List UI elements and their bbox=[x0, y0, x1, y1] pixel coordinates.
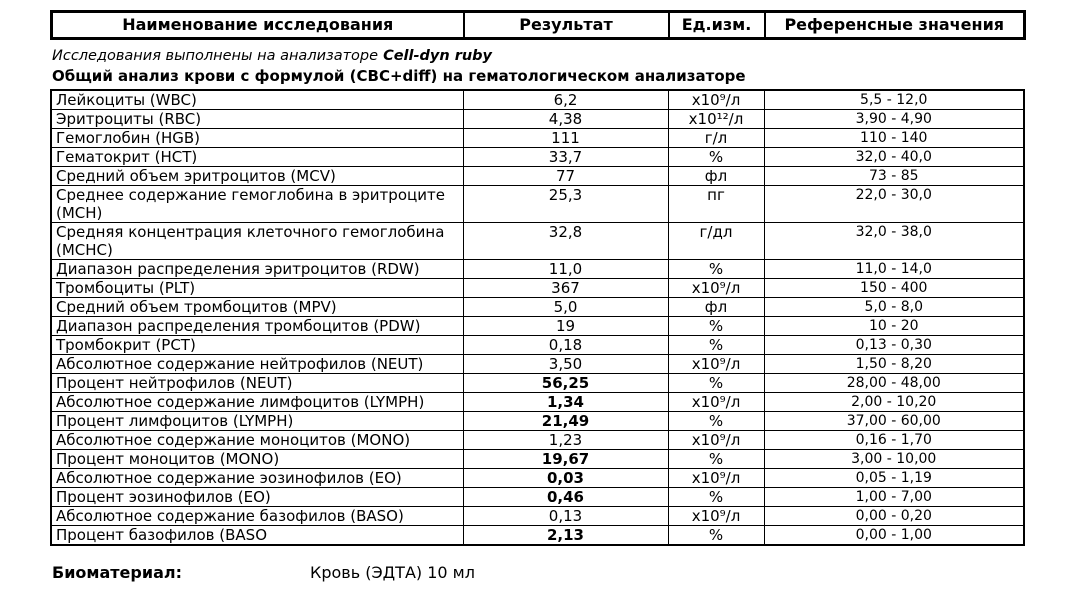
table-row bbox=[51, 431, 1024, 450]
results-table bbox=[50, 89, 1025, 546]
row-result: 3,50 bbox=[463, 355, 668, 374]
column-header-result: Результат bbox=[464, 12, 669, 39]
row-reference: 10 - 20 bbox=[764, 317, 1024, 336]
column-header-reference: Референсные значения bbox=[765, 12, 1025, 39]
row-result: 77 bbox=[463, 167, 668, 186]
row-unit: фл bbox=[668, 167, 764, 186]
row-result: 111 bbox=[463, 129, 668, 148]
row-result: 1,23 bbox=[463, 431, 668, 450]
row-result: 0,03 bbox=[463, 469, 668, 488]
row-result: 0,18 bbox=[463, 336, 668, 355]
row-name: Диапазон распределения тромбоцитов (PDW) bbox=[51, 317, 463, 336]
row-unit: х10⁹/л bbox=[668, 90, 764, 110]
column-header-name: Наименование исследования bbox=[52, 12, 464, 39]
table-row bbox=[51, 507, 1024, 526]
row-unit: х10⁹/л bbox=[668, 469, 764, 488]
row-reference: 32,0 - 38,0 bbox=[764, 223, 1024, 260]
row-name: Абсолютное содержание моноцитов (MONO) bbox=[51, 431, 463, 450]
row-name: Абсолютное содержание нейтрофилов (NEUT) bbox=[51, 355, 463, 374]
row-unit: % bbox=[668, 412, 764, 431]
row-unit: фл bbox=[668, 298, 764, 317]
table-row bbox=[51, 374, 1024, 393]
row-name: Процент нейтрофилов (NEUT) bbox=[51, 374, 463, 393]
analyzer-note bbox=[52, 48, 1073, 65]
row-name: Процент базофилов (BASO bbox=[51, 526, 463, 546]
row-name: Абсолютное содержание базофилов (BASO) bbox=[51, 507, 463, 526]
row-unit: х10⁹/л bbox=[668, 279, 764, 298]
row-result: 11,0 bbox=[463, 260, 668, 279]
table-row bbox=[51, 90, 1024, 110]
row-name: Процент лимфоцитов (LYMPH) bbox=[51, 412, 463, 431]
row-reference: 0,00 - 1,00 bbox=[764, 526, 1024, 546]
results-table-header bbox=[50, 10, 1026, 40]
biomaterial-row bbox=[50, 563, 1073, 583]
row-reference: 2,00 - 10,20 bbox=[764, 393, 1024, 412]
row-name: Лейкоциты (WBC) bbox=[51, 90, 463, 110]
row-reference: 0,05 - 1,19 bbox=[764, 469, 1024, 488]
row-result: 2,13 bbox=[463, 526, 668, 546]
table-row bbox=[51, 412, 1024, 431]
row-reference: 73 - 85 bbox=[764, 167, 1024, 186]
row-name: Средний объем тромбоцитов (MPV) bbox=[51, 298, 463, 317]
row-name: Абсолютное содержание эозинофилов (EO) bbox=[51, 469, 463, 488]
row-reference: 5,5 - 12,0 bbox=[764, 90, 1024, 110]
row-reference: 37,00 - 60,00 bbox=[764, 412, 1024, 431]
table-row bbox=[51, 469, 1024, 488]
table-row bbox=[51, 167, 1024, 186]
row-name: Диапазон распределения эритроцитов (RDW) bbox=[51, 260, 463, 279]
row-unit: % bbox=[668, 374, 764, 393]
table-row bbox=[51, 298, 1024, 317]
table-row bbox=[51, 223, 1024, 260]
row-result: 21,49 bbox=[463, 412, 668, 431]
row-name: Среднее содержание гемоглобина в эритроците (MCH) bbox=[51, 186, 463, 223]
row-unit: г/дл bbox=[668, 223, 764, 260]
table-row bbox=[51, 355, 1024, 374]
row-reference: 3,00 - 10,00 bbox=[764, 450, 1024, 469]
row-reference: 1,50 - 8,20 bbox=[764, 355, 1024, 374]
row-result: 33,7 bbox=[463, 148, 668, 167]
row-result: 367 bbox=[463, 279, 668, 298]
section-title: Общий анализ крови с формулой (CBC+diff) на гематологическом анализаторе bbox=[52, 67, 746, 85]
row-unit: % bbox=[668, 148, 764, 167]
row-unit: х10⁹/л bbox=[668, 393, 764, 412]
table-row bbox=[51, 260, 1024, 279]
analyzer-note-text: Исследования выполнены на анализаторе bbox=[52, 48, 379, 64]
table-row bbox=[51, 110, 1024, 129]
row-unit: % bbox=[668, 526, 764, 546]
row-reference: 5,0 - 8,0 bbox=[764, 298, 1024, 317]
row-unit: х10¹²/л bbox=[668, 110, 764, 129]
table-row bbox=[51, 317, 1024, 336]
row-unit: х10⁹/л bbox=[668, 507, 764, 526]
results-table-body bbox=[51, 90, 1024, 545]
row-name: Эритроциты (RBC) bbox=[51, 110, 463, 129]
row-result: 1,34 bbox=[463, 393, 668, 412]
row-reference: 150 - 400 bbox=[764, 279, 1024, 298]
row-unit: % bbox=[668, 488, 764, 507]
table-row bbox=[51, 450, 1024, 469]
row-name: Гематокрит (HCT) bbox=[51, 148, 463, 167]
row-unit: % bbox=[668, 450, 764, 469]
row-name: Гемоглобин (HGB) bbox=[51, 129, 463, 148]
row-result: 4,38 bbox=[463, 110, 668, 129]
row-reference: 32,0 - 40,0 bbox=[764, 148, 1024, 167]
row-name: Тромбокрит (PCT) bbox=[51, 336, 463, 355]
row-result: 6,2 bbox=[463, 90, 668, 110]
table-row bbox=[51, 186, 1024, 223]
row-result: 25,3 bbox=[463, 186, 668, 223]
table-row bbox=[51, 129, 1024, 148]
row-reference: 11,0 - 14,0 bbox=[764, 260, 1024, 279]
table-row bbox=[51, 279, 1024, 298]
biomaterial-label: Биоматериал: bbox=[52, 563, 182, 582]
row-name: Процент моноцитов (MONO) bbox=[51, 450, 463, 469]
row-reference: 3,90 - 4,90 bbox=[764, 110, 1024, 129]
row-reference: 0,13 - 0,30 bbox=[764, 336, 1024, 355]
table-row bbox=[51, 336, 1024, 355]
biomaterial-value: Кровь (ЭДТА) 10 мл bbox=[310, 563, 475, 582]
row-unit: % bbox=[668, 336, 764, 355]
row-result: 56,25 bbox=[463, 374, 668, 393]
table-row bbox=[51, 488, 1024, 507]
row-name: Абсолютное содержание лимфоцитов (LYMPH) bbox=[51, 393, 463, 412]
analyzer-name: Cell-dyn ruby bbox=[383, 48, 493, 64]
table-row bbox=[51, 526, 1024, 546]
row-unit: % bbox=[668, 260, 764, 279]
row-result: 32,8 bbox=[463, 223, 668, 260]
row-name: Средняя концентрация клеточного гемоглобина (MCHC) bbox=[51, 223, 463, 260]
table-row bbox=[51, 393, 1024, 412]
row-result: 0,46 bbox=[463, 488, 668, 507]
row-result: 0,13 bbox=[463, 507, 668, 526]
row-name: Тромбоциты (PLT) bbox=[51, 279, 463, 298]
row-name: Средний объем эритроцитов (MCV) bbox=[51, 167, 463, 186]
row-reference: 22,0 - 30,0 bbox=[764, 186, 1024, 223]
row-result: 19,67 bbox=[463, 450, 668, 469]
row-result: 19 bbox=[463, 317, 668, 336]
row-reference: 28,00 - 48,00 bbox=[764, 374, 1024, 393]
row-reference: 110 - 140 bbox=[764, 129, 1024, 148]
row-unit: % bbox=[668, 317, 764, 336]
row-unit: х10⁹/л bbox=[668, 355, 764, 374]
row-reference: 0,00 - 0,20 bbox=[764, 507, 1024, 526]
table-row bbox=[51, 148, 1024, 167]
row-unit: пг bbox=[668, 186, 764, 223]
header-row bbox=[52, 12, 1025, 39]
row-name: Процент эозинофилов (EO) bbox=[51, 488, 463, 507]
row-unit: г/л bbox=[668, 129, 764, 148]
column-header-unit: Ед.изм. bbox=[669, 12, 765, 39]
row-reference: 0,16 - 1,70 bbox=[764, 431, 1024, 450]
row-result: 5,0 bbox=[463, 298, 668, 317]
row-unit: х10⁹/л bbox=[668, 431, 764, 450]
row-reference: 1,00 - 7,00 bbox=[764, 488, 1024, 507]
